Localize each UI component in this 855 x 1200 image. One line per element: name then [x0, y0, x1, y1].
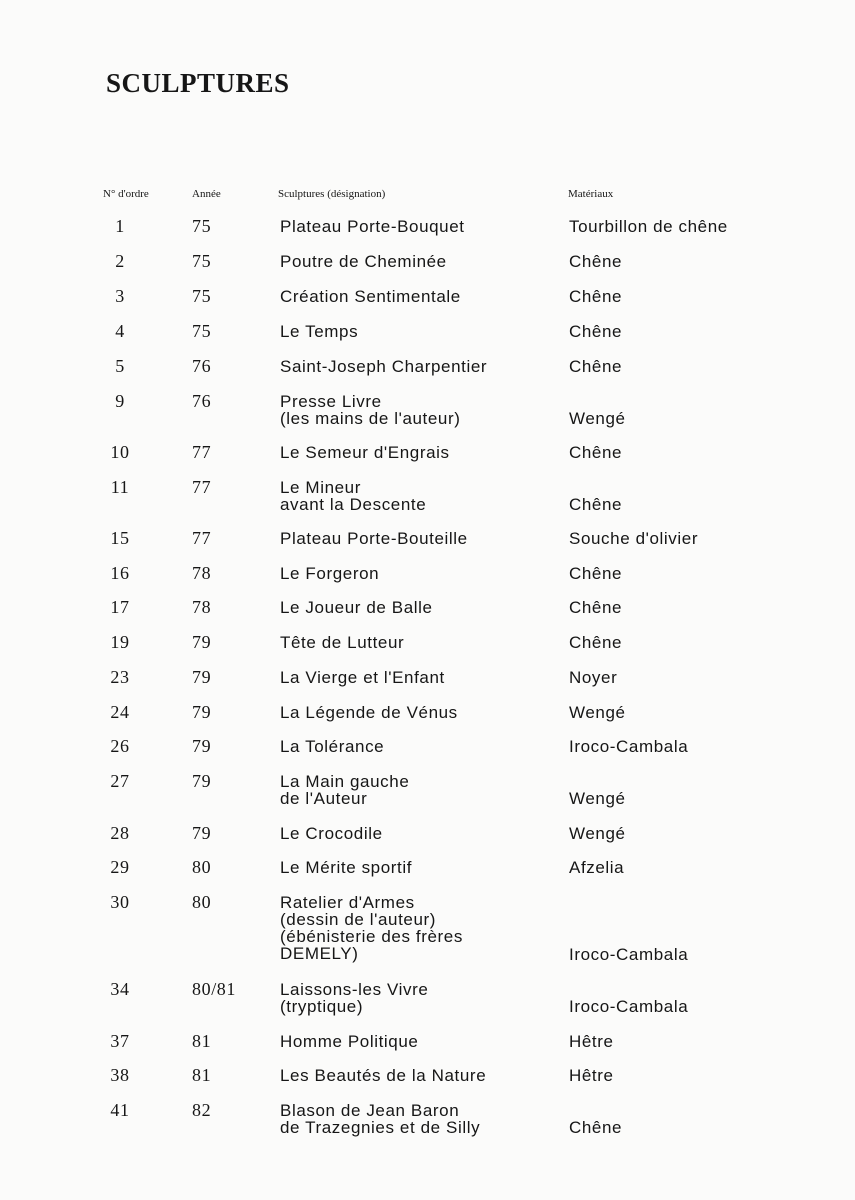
year: 75	[192, 321, 212, 341]
designation-line: (tryptique)	[280, 997, 364, 1016]
material: Chêne	[569, 287, 623, 306]
material: Chêne	[569, 1118, 623, 1138]
designation-line: Blason de Jean Baron	[280, 1101, 460, 1120]
designation	[280, 218, 465, 235]
designation-line: La Tolérance	[280, 737, 385, 756]
designation-line: Le Temps	[280, 322, 359, 341]
designation-line: Tête de Lutteur	[280, 633, 405, 652]
year: 78	[192, 563, 212, 583]
designation	[280, 1067, 486, 1084]
designation-line: Le Mérite sportif	[280, 858, 413, 877]
designation-line: Presse Livre	[280, 392, 382, 411]
material: Souche d'olivier	[569, 529, 699, 548]
designation-line: La Vierge et l'Enfant	[280, 668, 445, 687]
designation-line: Plateau Porte-Bouquet	[280, 217, 465, 236]
designation-line: DEMELY)	[280, 944, 359, 963]
designation-line: Le Joueur de Balle	[280, 598, 433, 617]
material: Iroco-Cambala	[569, 944, 689, 964]
designation-line: Plateau Porte-Bouteille	[280, 529, 468, 548]
order-number: 2	[115, 251, 125, 271]
designation	[280, 323, 358, 340]
designation-line: de Trazegnies et de Silly	[280, 1118, 481, 1137]
year: 77	[192, 528, 212, 548]
designation	[280, 894, 463, 962]
order-number: 41	[110, 1100, 130, 1120]
material: Wengé	[569, 824, 626, 843]
year: 79	[192, 823, 212, 843]
order-number: 16	[110, 563, 130, 583]
year: 82	[192, 1100, 212, 1120]
designation	[280, 393, 461, 427]
year: 79	[192, 702, 212, 722]
order-number: 28	[110, 823, 130, 843]
designation-line: La Main gauche	[280, 772, 410, 791]
designation-line: Le Semeur d'Engrais	[280, 443, 450, 462]
order-number: 34	[110, 979, 130, 999]
designation-line: Ratelier d'Armes	[280, 893, 415, 912]
designation-line: Poutre de Cheminée	[280, 252, 447, 271]
order-number: 4	[115, 321, 125, 341]
designation-line: Les Beautés de la Nature	[280, 1066, 487, 1085]
material: Chêne	[569, 443, 623, 462]
designation	[280, 825, 383, 842]
order-number: 10	[110, 442, 130, 462]
year: 78	[192, 597, 212, 617]
order-number: 1	[115, 216, 125, 236]
order-number: 24	[110, 702, 130, 722]
material: Chêne	[569, 252, 623, 271]
year: 76	[192, 356, 212, 376]
material: Chêne	[569, 633, 623, 652]
material: Wengé	[569, 409, 626, 429]
designation	[280, 981, 428, 1015]
material: Tourbillon de chêne	[569, 217, 728, 236]
material: Afzelia	[569, 858, 625, 877]
year: 79	[192, 771, 212, 791]
designation-line: La Légende de Vénus	[280, 703, 458, 722]
designation	[280, 530, 468, 547]
order-number: 37	[110, 1031, 130, 1051]
year: 80	[192, 857, 212, 877]
header-year: Année	[192, 188, 221, 200]
designation-line: Saint-Joseph Charpentier	[280, 357, 488, 376]
material: Iroco-Cambala	[569, 997, 689, 1017]
designation	[280, 1102, 480, 1136]
order-number: 5	[115, 356, 125, 376]
order-number: 9	[115, 391, 125, 411]
year: 80	[192, 892, 212, 912]
material: Noyer	[569, 668, 618, 687]
designation	[280, 1033, 418, 1050]
order-number: 19	[110, 632, 130, 652]
year: 79	[192, 667, 212, 687]
material: Wengé	[569, 703, 626, 722]
order-number: 17	[110, 597, 130, 617]
designation	[280, 599, 433, 616]
header-material: Matériaux	[568, 188, 614, 200]
designation	[280, 859, 412, 876]
material: Hêtre	[569, 1032, 614, 1051]
order-number: 38	[110, 1065, 130, 1085]
order-number: 23	[110, 667, 130, 687]
order-number: 29	[110, 857, 130, 877]
designation-line: Le Crocodile	[280, 824, 383, 843]
material: Chêne	[569, 495, 623, 515]
designation	[280, 565, 379, 582]
designation-line: (ébénisterie des frères	[280, 927, 463, 946]
order-number: 30	[110, 892, 130, 912]
year: 79	[192, 736, 212, 756]
order-number: 15	[110, 528, 130, 548]
order-number: 11	[110, 477, 130, 497]
year: 81	[192, 1031, 212, 1051]
designation	[280, 358, 487, 375]
material: Iroco-Cambala	[569, 737, 689, 756]
year: 81	[192, 1065, 212, 1085]
designation	[280, 288, 461, 305]
year: 77	[192, 442, 212, 462]
year: 79	[192, 632, 212, 652]
order-number: 3	[115, 286, 125, 306]
designation	[280, 773, 409, 807]
material: Chêne	[569, 564, 623, 583]
designation-line: Homme Politique	[280, 1032, 419, 1051]
designation	[280, 669, 445, 686]
year: 75	[192, 286, 212, 306]
designation	[280, 738, 384, 755]
designation-line: de l'Auteur	[280, 789, 368, 808]
designation	[280, 704, 458, 721]
year: 76	[192, 391, 212, 411]
designation	[280, 634, 404, 651]
material: Hêtre	[569, 1066, 614, 1085]
material: Chêne	[569, 357, 623, 376]
year: 75	[192, 251, 212, 271]
year: 80/81	[192, 979, 237, 999]
designation	[280, 253, 447, 270]
order-number: 26	[110, 736, 130, 756]
designation-line: (dessin de l'auteur)	[280, 910, 437, 929]
header-designation: Sculptures (désignation)	[278, 188, 386, 200]
year: 75	[192, 216, 212, 236]
designation-line: Le Mineur	[280, 478, 361, 497]
designation-line: (les mains de l'auteur)	[280, 409, 461, 428]
page-title: SCULPTURES	[106, 68, 290, 98]
designation	[280, 479, 426, 513]
designation	[280, 444, 450, 461]
designation-line: avant la Descente	[280, 495, 427, 514]
year: 77	[192, 477, 212, 497]
designation-line: Laissons-les Vivre	[280, 980, 429, 999]
header-number: N° d'ordre	[103, 188, 149, 200]
material: Chêne	[569, 598, 623, 617]
designation-line: Création Sentimentale	[280, 287, 461, 306]
designation-line: Le Forgeron	[280, 564, 380, 583]
material: Wengé	[569, 789, 626, 809]
material: Chêne	[569, 322, 623, 341]
order-number: 27	[110, 771, 130, 791]
